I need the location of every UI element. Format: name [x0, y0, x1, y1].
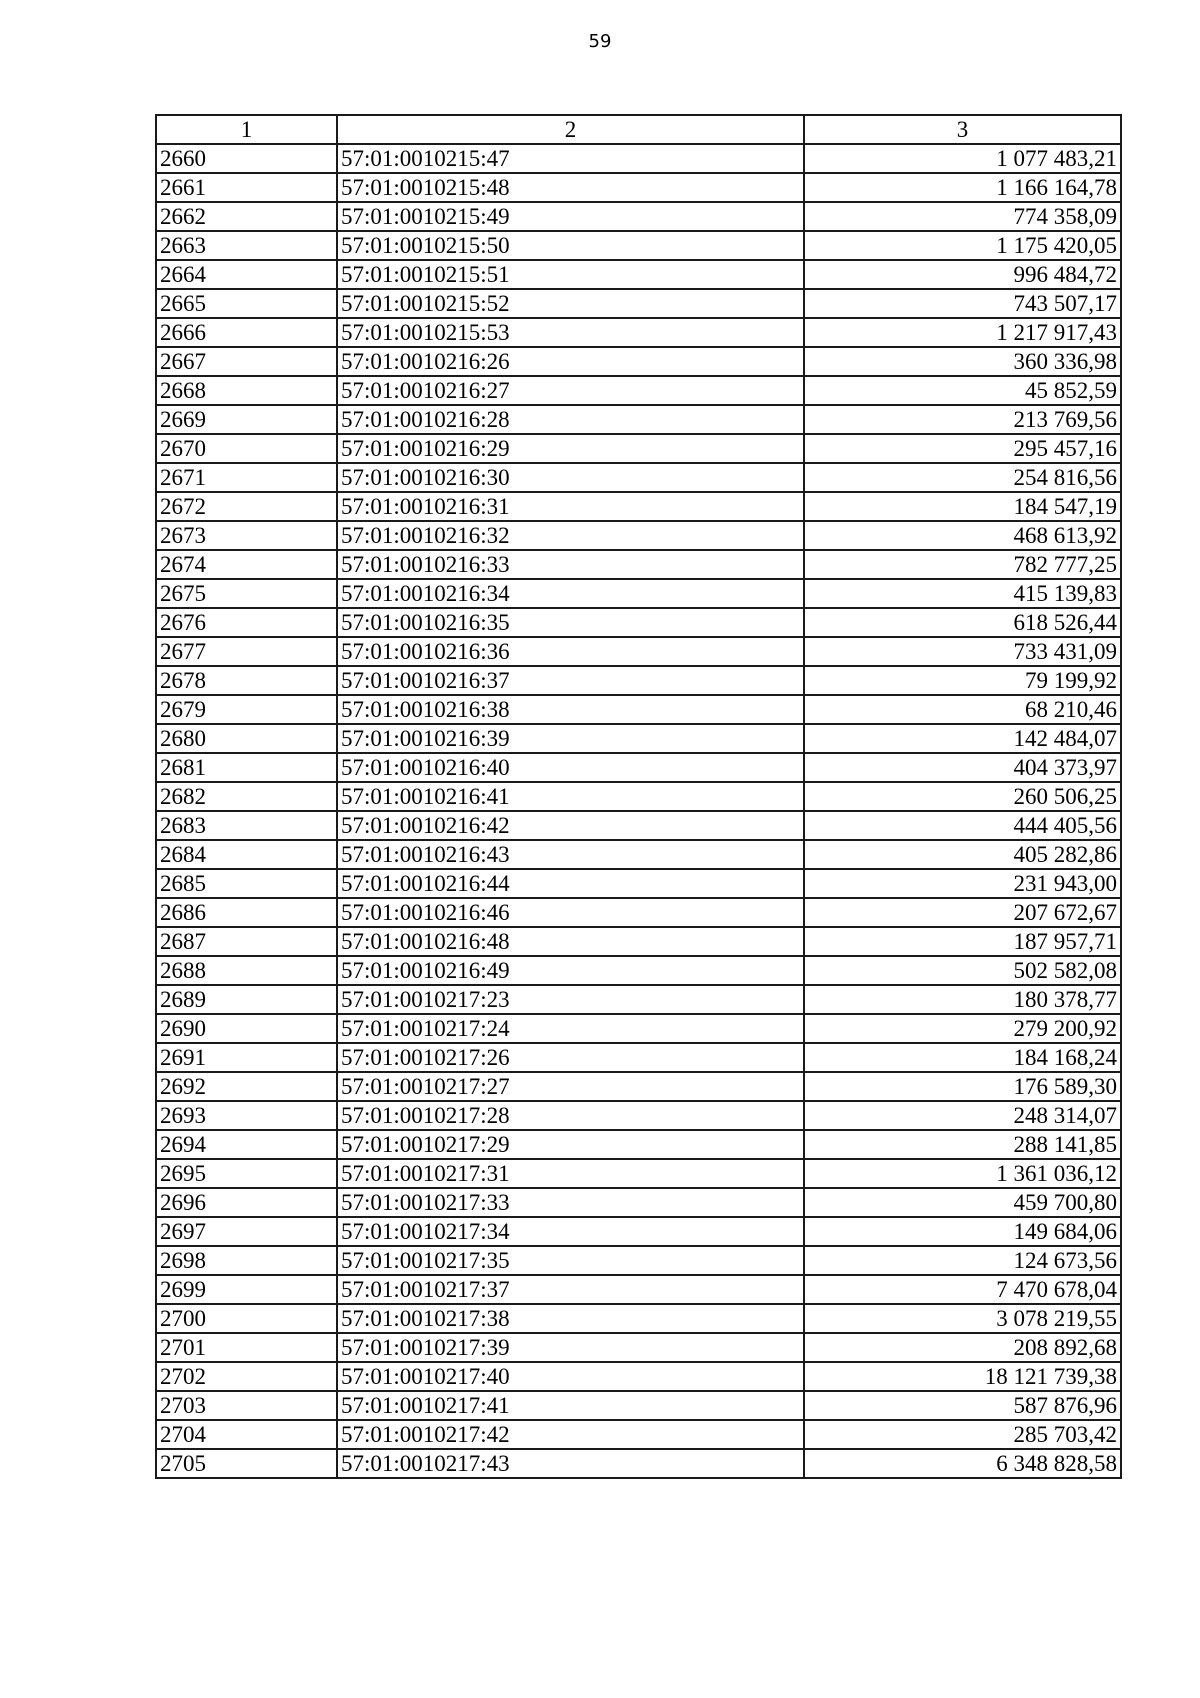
- value-cell: 142 484,07: [804, 724, 1121, 753]
- value-cell: 68 210,46: [804, 695, 1121, 724]
- table-row: [156, 1014, 1121, 1043]
- table-row: [156, 1072, 1121, 1101]
- cadastral-number-cell: 57:01:0010217:31: [337, 1159, 804, 1188]
- cadastral-number-cell: 57:01:0010216:33: [337, 550, 804, 579]
- table-row: [156, 1333, 1121, 1362]
- row-number-cell: 2688: [156, 956, 337, 985]
- row-number-cell: 2673: [156, 521, 337, 550]
- value-cell: 733 431,09: [804, 637, 1121, 666]
- value-cell: 1 166 164,78: [804, 173, 1121, 202]
- table-row: [156, 1420, 1121, 1449]
- cadastral-number-cell: 57:01:0010217:41: [337, 1391, 804, 1420]
- value-cell: 3 078 219,55: [804, 1304, 1121, 1333]
- cadastral-number-cell: 57:01:0010215:51: [337, 260, 804, 289]
- cadastral-number-cell: 57:01:0010217:43: [337, 1449, 804, 1478]
- row-number-cell: 2662: [156, 202, 337, 231]
- value-cell: 1 361 036,12: [804, 1159, 1121, 1188]
- row-number-cell: 2677: [156, 637, 337, 666]
- row-number-cell: 2691: [156, 1043, 337, 1072]
- value-cell: 207 672,67: [804, 898, 1121, 927]
- cadastral-number-cell: 57:01:0010217:35: [337, 1246, 804, 1275]
- row-number-cell: 2683: [156, 811, 337, 840]
- table-row: [156, 1246, 1121, 1275]
- cadastral-number-cell: 57:01:0010216:42: [337, 811, 804, 840]
- row-number-cell: 2695: [156, 1159, 337, 1188]
- table-row: [156, 898, 1121, 927]
- cadastral-number-cell: 57:01:0010216:48: [337, 927, 804, 956]
- table-row: [156, 695, 1121, 724]
- row-number-cell: 2686: [156, 898, 337, 927]
- cadastral-number-cell: 57:01:0010216:44: [337, 869, 804, 898]
- row-number-cell: 2672: [156, 492, 337, 521]
- row-number-cell: 2679: [156, 695, 337, 724]
- value-cell: 231 943,00: [804, 869, 1121, 898]
- value-cell: 79 199,92: [804, 666, 1121, 695]
- table-row: [156, 347, 1121, 376]
- value-cell: 782 777,25: [804, 550, 1121, 579]
- table-row: [156, 985, 1121, 1014]
- table-row: [156, 1362, 1121, 1391]
- table-row: [156, 579, 1121, 608]
- value-cell: 1 175 420,05: [804, 231, 1121, 260]
- table-row: [156, 173, 1121, 202]
- row-number-cell: 2696: [156, 1188, 337, 1217]
- value-cell: 295 457,16: [804, 434, 1121, 463]
- value-cell: 618 526,44: [804, 608, 1121, 637]
- cadastral-number-cell: 57:01:0010216:46: [337, 898, 804, 927]
- cadastral-number-cell: 57:01:0010217:34: [337, 1217, 804, 1246]
- value-cell: 208 892,68: [804, 1333, 1121, 1362]
- row-number-cell: 2661: [156, 173, 337, 202]
- row-number-cell: 2681: [156, 753, 337, 782]
- value-cell: 184 168,24: [804, 1043, 1121, 1072]
- column-header-2: 2: [337, 115, 804, 144]
- row-number-cell: 2665: [156, 289, 337, 318]
- cadastral-number-cell: 57:01:0010216:28: [337, 405, 804, 434]
- column-header-3: 3: [804, 115, 1121, 144]
- value-cell: 288 141,85: [804, 1130, 1121, 1159]
- value-cell: 279 200,92: [804, 1014, 1121, 1043]
- table-row: [156, 840, 1121, 869]
- table-row: [156, 1449, 1121, 1478]
- cadastral-number-cell: 57:01:0010215:47: [337, 144, 804, 173]
- table-row: [156, 1043, 1121, 1072]
- table-row: [156, 1101, 1121, 1130]
- row-number-cell: 2699: [156, 1275, 337, 1304]
- cadastral-number-cell: 57:01:0010217:23: [337, 985, 804, 1014]
- row-number-cell: 2678: [156, 666, 337, 695]
- row-number-cell: 2702: [156, 1362, 337, 1391]
- cadastral-number-cell: 57:01:0010216:37: [337, 666, 804, 695]
- table-row: [156, 1391, 1121, 1420]
- value-cell: 1 077 483,21: [804, 144, 1121, 173]
- header-row: [156, 115, 1121, 144]
- row-number-cell: 2705: [156, 1449, 337, 1478]
- cadastral-number-cell: 57:01:0010216:29: [337, 434, 804, 463]
- value-cell: 248 314,07: [804, 1101, 1121, 1130]
- table-row: [156, 144, 1121, 173]
- row-number-cell: 2674: [156, 550, 337, 579]
- table-row: [156, 724, 1121, 753]
- table-row: [156, 1217, 1121, 1246]
- table-row: [156, 956, 1121, 985]
- row-number-cell: 2704: [156, 1420, 337, 1449]
- value-cell: 404 373,97: [804, 753, 1121, 782]
- table-row: [156, 869, 1121, 898]
- value-cell: 444 405,56: [804, 811, 1121, 840]
- table-row: [156, 753, 1121, 782]
- row-number-cell: 2698: [156, 1246, 337, 1275]
- table-row: [156, 782, 1121, 811]
- row-number-cell: 2685: [156, 869, 337, 898]
- cadastral-number-cell: 57:01:0010217:29: [337, 1130, 804, 1159]
- value-cell: 176 589,30: [804, 1072, 1121, 1101]
- row-number-cell: 2671: [156, 463, 337, 492]
- table-row: [156, 1275, 1121, 1304]
- cadastral-number-cell: 57:01:0010216:34: [337, 579, 804, 608]
- value-cell: 415 139,83: [804, 579, 1121, 608]
- table-row: [156, 318, 1121, 347]
- cadastral-number-cell: 57:01:0010216:39: [337, 724, 804, 753]
- table-row: [156, 202, 1121, 231]
- row-number-cell: 2680: [156, 724, 337, 753]
- value-cell: 187 957,71: [804, 927, 1121, 956]
- row-number-cell: 2663: [156, 231, 337, 260]
- cadastral-number-cell: 57:01:0010217:39: [337, 1333, 804, 1362]
- row-number-cell: 2660: [156, 144, 337, 173]
- table-row: [156, 521, 1121, 550]
- table-row: [156, 492, 1121, 521]
- table-row: [156, 376, 1121, 405]
- value-cell: 149 684,06: [804, 1217, 1121, 1246]
- cadastral-number-cell: 57:01:0010215:53: [337, 318, 804, 347]
- row-number-cell: 2692: [156, 1072, 337, 1101]
- value-cell: 360 336,98: [804, 347, 1121, 376]
- table-row: [156, 811, 1121, 840]
- value-cell: 213 769,56: [804, 405, 1121, 434]
- column-header-1: 1: [156, 115, 337, 144]
- value-cell: 468 613,92: [804, 521, 1121, 550]
- data-table: [155, 114, 1122, 1479]
- row-number-cell: 2667: [156, 347, 337, 376]
- value-cell: 260 506,25: [804, 782, 1121, 811]
- cadastral-number-cell: 57:01:0010217:42: [337, 1420, 804, 1449]
- cadastral-number-cell: 57:01:0010217:40: [337, 1362, 804, 1391]
- value-cell: 6 348 828,58: [804, 1449, 1121, 1478]
- cadastral-number-cell: 57:01:0010216:30: [337, 463, 804, 492]
- table-row: [156, 289, 1121, 318]
- table-row: [156, 637, 1121, 666]
- table-row: [156, 260, 1121, 289]
- cadastral-number-cell: 57:01:0010216:26: [337, 347, 804, 376]
- table-row: [156, 463, 1121, 492]
- row-number-cell: 2668: [156, 376, 337, 405]
- row-number-cell: 2694: [156, 1130, 337, 1159]
- table-row: [156, 550, 1121, 579]
- value-cell: 1 217 917,43: [804, 318, 1121, 347]
- row-number-cell: 2697: [156, 1217, 337, 1246]
- cadastral-number-cell: 57:01:0010216:40: [337, 753, 804, 782]
- cadastral-number-cell: 57:01:0010217:37: [337, 1275, 804, 1304]
- cadastral-number-cell: 57:01:0010217:28: [337, 1101, 804, 1130]
- cadastral-number-cell: 57:01:0010217:26: [337, 1043, 804, 1072]
- cadastral-number-cell: 57:01:0010216:41: [337, 782, 804, 811]
- table-row: [156, 405, 1121, 434]
- table-row: [156, 1304, 1121, 1333]
- cadastral-number-cell: 57:01:0010216:35: [337, 608, 804, 637]
- cadastral-number-cell: 57:01:0010217:27: [337, 1072, 804, 1101]
- value-cell: 405 282,86: [804, 840, 1121, 869]
- cadastral-number-cell: 57:01:0010215:50: [337, 231, 804, 260]
- page-number: 59: [588, 31, 612, 52]
- value-cell: 7 470 678,04: [804, 1275, 1121, 1304]
- row-number-cell: 2687: [156, 927, 337, 956]
- table-row: [156, 927, 1121, 956]
- row-number-cell: 2689: [156, 985, 337, 1014]
- cadastral-number-cell: 57:01:0010216:38: [337, 695, 804, 724]
- row-number-cell: 2703: [156, 1391, 337, 1420]
- row-number-cell: 2690: [156, 1014, 337, 1043]
- value-cell: 285 703,42: [804, 1420, 1121, 1449]
- value-cell: 18 121 739,38: [804, 1362, 1121, 1391]
- table-row: [156, 666, 1121, 695]
- value-cell: 180 378,77: [804, 985, 1121, 1014]
- row-number-cell: 2693: [156, 1101, 337, 1130]
- value-cell: 184 547,19: [804, 492, 1121, 521]
- table-row: [156, 608, 1121, 637]
- cadastral-number-cell: 57:01:0010217:38: [337, 1304, 804, 1333]
- table-row: [156, 1159, 1121, 1188]
- row-number-cell: 2675: [156, 579, 337, 608]
- cadastral-number-cell: 57:01:0010216:49: [337, 956, 804, 985]
- table-row: [156, 434, 1121, 463]
- cadastral-number-cell: 57:01:0010216:43: [337, 840, 804, 869]
- cadastral-number-cell: 57:01:0010215:49: [337, 202, 804, 231]
- row-number-cell: 2684: [156, 840, 337, 869]
- row-number-cell: 2682: [156, 782, 337, 811]
- cadastral-number-cell: 57:01:0010216:32: [337, 521, 804, 550]
- row-number-cell: 2669: [156, 405, 337, 434]
- row-number-cell: 2666: [156, 318, 337, 347]
- cadastral-number-cell: 57:01:0010216:36: [337, 637, 804, 666]
- cadastral-number-cell: 57:01:0010217:33: [337, 1188, 804, 1217]
- value-cell: 774 358,09: [804, 202, 1121, 231]
- table-row: [156, 1188, 1121, 1217]
- row-number-cell: 2700: [156, 1304, 337, 1333]
- value-cell: 587 876,96: [804, 1391, 1121, 1420]
- row-number-cell: 2701: [156, 1333, 337, 1362]
- value-cell: 254 816,56: [804, 463, 1121, 492]
- cadastral-number-cell: 57:01:0010216:31: [337, 492, 804, 521]
- table-row: [156, 1130, 1121, 1159]
- value-cell: 45 852,59: [804, 376, 1121, 405]
- table-row: [156, 231, 1121, 260]
- row-number-cell: 2664: [156, 260, 337, 289]
- cadastral-number-cell: 57:01:0010216:27: [337, 376, 804, 405]
- table-header: [156, 115, 1121, 144]
- cadastral-number-cell: 57:01:0010215:48: [337, 173, 804, 202]
- value-cell: 459 700,80: [804, 1188, 1121, 1217]
- row-number-cell: 2670: [156, 434, 337, 463]
- value-cell: 124 673,56: [804, 1246, 1121, 1275]
- value-cell: 502 582,08: [804, 956, 1121, 985]
- cadastral-number-cell: 57:01:0010215:52: [337, 289, 804, 318]
- cadastral-number-cell: 57:01:0010217:24: [337, 1014, 804, 1043]
- row-number-cell: 2676: [156, 608, 337, 637]
- value-cell: 743 507,17: [804, 289, 1121, 318]
- table-body: [156, 144, 1121, 1478]
- value-cell: 996 484,72: [804, 260, 1121, 289]
